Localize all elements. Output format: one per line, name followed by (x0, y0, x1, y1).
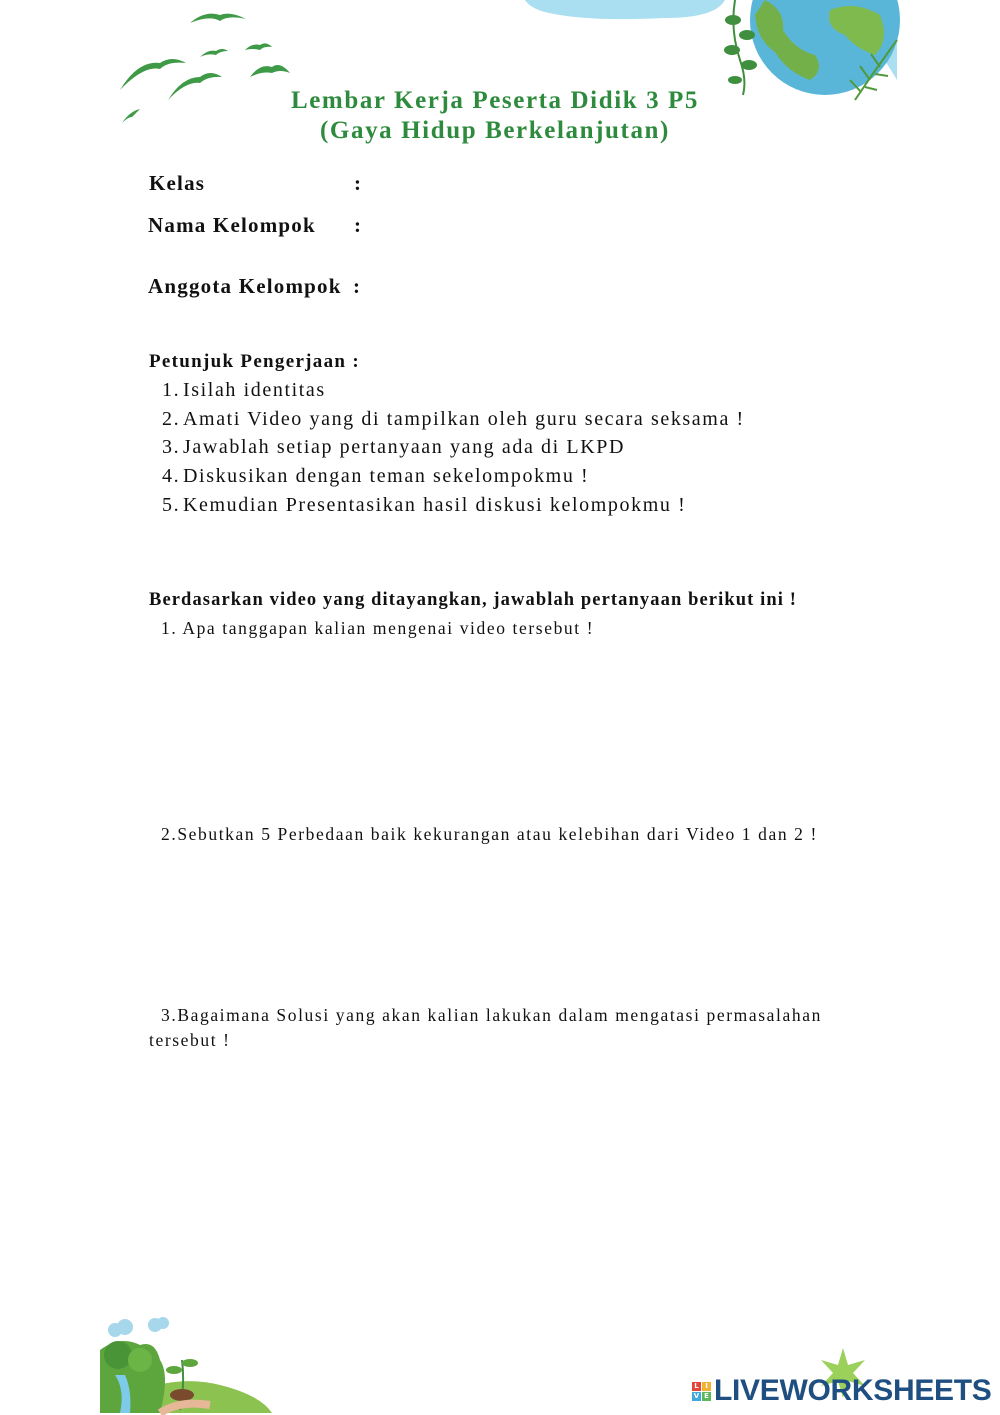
logo-letter: E (702, 1392, 711, 1401)
instruction-text: Amati Video yang di tampilkan oleh guru secara seksama ! (183, 408, 745, 430)
anggota-kelompok-label: Anggota Kelompok (148, 274, 342, 298)
logo-letter: I (702, 1382, 711, 1391)
question-2: 2.Sebutkan 5 Perbedaan baik kekurangan atau kelebihan dari Video 1 dan 2 ! (161, 824, 818, 844)
instruction-number: 4. (162, 465, 181, 487)
logo-letter: L (692, 1382, 701, 1391)
instruction-item (162, 465, 589, 488)
instruction-text: Kemudian Presentasikan hasil diskusi kelompokmu ! (183, 494, 687, 516)
worksheet-title (0, 87, 990, 145)
landscape-illustration (100, 1315, 275, 1415)
instruction-number: 2. (162, 408, 181, 430)
instruction-number: 5. (162, 494, 181, 516)
anggota-kelompok-colon: : (353, 274, 360, 298)
instruction-item (162, 494, 686, 517)
instruction-text: Isilah identitas (183, 379, 326, 401)
instruction-text: Jawablah setiap pertanyaan yang ada di LKPD (183, 436, 626, 458)
title-line-2: (Gaya Hidup Berkelanjutan) (320, 117, 670, 144)
instructions-heading: Petunjuk Pengerjaan : (149, 351, 360, 372)
nama-kelompok-label: Nama Kelompok (148, 213, 316, 237)
logo-letter: V (693, 1391, 700, 1400)
instruction-item (162, 436, 625, 459)
instruction-number: 3. (162, 436, 181, 458)
kelas-colon: : (354, 171, 361, 195)
instruction-text: Diskusikan dengan teman sekelompokmu ! (183, 465, 590, 487)
question-1: 1. Apa tanggapan kalian mengenai video tersebut ! (161, 618, 595, 638)
instruction-number: 1. (162, 379, 181, 401)
logo-squares (692, 1382, 711, 1401)
title-line-1: Lembar Kerja Peserta Didik 3 P5 (290, 87, 700, 114)
question-3-line-2: tersebut ! (149, 1030, 231, 1050)
instruction-item (162, 408, 745, 431)
question-3-line-1: 3.Bagaimana Solusi yang akan kalian lakukan dalam mengatasi permasalahan (161, 1005, 822, 1025)
questions-heading: Berdasarkan video yang ditayangkan, jawablah pertanyaan berikut ini ! (149, 590, 797, 610)
nama-kelompok-colon: : (354, 213, 361, 237)
brand-name: LIVEWORKSHEETS (714, 1374, 992, 1407)
liveworksheets-logo (692, 1374, 992, 1408)
instruction-item (162, 379, 326, 402)
kelas-label: Kelas (149, 171, 206, 195)
